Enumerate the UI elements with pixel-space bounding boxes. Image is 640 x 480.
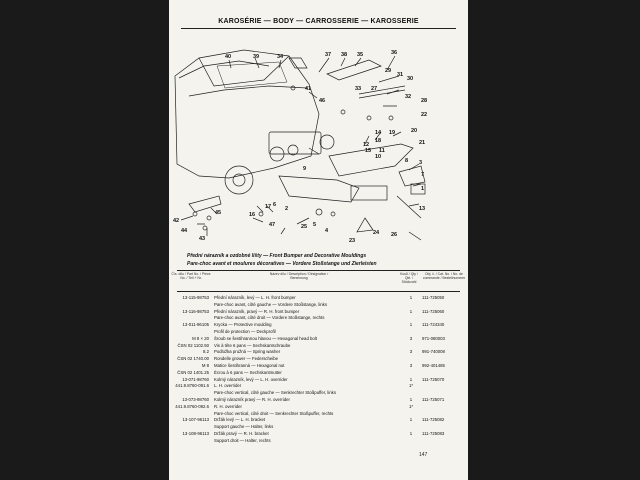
- quantity-cell: 3: [409, 335, 413, 341]
- callout-label: 23: [349, 238, 356, 244]
- callout-label: 35: [357, 52, 364, 58]
- part-number-cell: 13-115-98753: [182, 295, 209, 300]
- callout-label: 10: [375, 154, 382, 160]
- part-number-cell: M 8: [201, 363, 209, 368]
- catalogue-number-cell: 111-724340: [422, 322, 445, 328]
- table-row: [169, 390, 468, 396]
- callout-label: 14: [375, 130, 382, 136]
- callout-label: 26: [391, 232, 398, 238]
- callout-label: 11: [379, 148, 385, 154]
- column-header-qty: Kusů / Qty / Qté. / Stückzahl: [400, 272, 418, 284]
- table-row: [169, 343, 468, 349]
- catalogue-number-cell: 111-725060: [422, 308, 445, 314]
- callout-label: 28: [421, 98, 428, 104]
- description-cell: Šroub se šestihrannou hlavou — Hexagonal head bolt: [214, 335, 317, 341]
- description-cell: Pare-choc avant, côté droit — Vordere Stoßstange, rechts: [214, 315, 325, 321]
- quantity-cell: 1: [409, 376, 413, 382]
- column-header-description: Název dílu / Description / Désignation / Benennung: [269, 272, 329, 280]
- description-cell: Krycka — Protective moulding: [214, 322, 272, 328]
- callout-label: 27: [371, 86, 378, 92]
- column-header-part-no: Čís. dílu / Part No. / Pièce No. / Teil + Nr.: [171, 272, 211, 280]
- page-header: KAROSÉRIE — BODY — CARROSSERIE — KAROSSERIE: [218, 18, 419, 25]
- callout-label: 43: [199, 236, 206, 242]
- table-row: [169, 336, 468, 342]
- part-number-cell: 13-071-98760: [182, 376, 209, 382]
- callout-label: 31: [397, 72, 404, 78]
- table-row: [169, 424, 468, 430]
- description-cell: R. H. overrider: [214, 403, 242, 409]
- callout-label: 37: [325, 52, 332, 58]
- description-cell: Rondelle grower — Federscheibe: [214, 356, 279, 362]
- caption-rule: [177, 270, 460, 271]
- table-row: [169, 295, 468, 301]
- header-rule: [181, 28, 456, 29]
- description-cell: Kolmý nárazník, levý — L. H. overrider: [214, 376, 288, 382]
- part-number-cell: 441.9.8760-091.6: [175, 383, 209, 389]
- callout-label: 46: [319, 98, 326, 104]
- description-cell: Podložka pružná — Spring washer: [214, 349, 281, 355]
- part-number-cell: ČSN 02 1401.25: [177, 369, 209, 375]
- table-row: [169, 397, 468, 403]
- callout-label: 44: [181, 228, 188, 234]
- description-cell: Pare-choc avant, côté gauche — Vordere Stoßstange, links: [214, 301, 327, 307]
- callout-label: 45: [215, 210, 222, 216]
- callout-label: 16: [249, 212, 256, 218]
- callout-label: 18: [375, 138, 382, 144]
- table-row: [169, 404, 468, 410]
- callout-label: 2: [285, 206, 289, 212]
- callout-label: 1: [421, 186, 425, 192]
- description-cell: Matice šestihranná — Hexagonal nut: [214, 363, 285, 368]
- callout-label: 33: [355, 86, 362, 92]
- callout-label: 47: [269, 222, 276, 228]
- callout-label: 8: [405, 158, 409, 164]
- callout-label: 29: [385, 68, 392, 74]
- callout-label: 30: [407, 76, 414, 82]
- callout-label: 12: [363, 142, 370, 148]
- table-row: [169, 322, 468, 328]
- quantity-cell: 3: [409, 349, 413, 355]
- quantity-cell: 3: [409, 363, 413, 368]
- callout-label: 32: [405, 94, 412, 100]
- part-number-cell: 8.2: [203, 349, 209, 355]
- description-cell: Écrou à 6 pans — Sechskantmutter: [214, 369, 282, 375]
- part-number-cell: ČSN 02 1740.00: [177, 356, 209, 362]
- callout-label: 15: [365, 148, 372, 154]
- description-cell: Kolmý nárazník pravý — R. H. overrider: [214, 397, 290, 402]
- table-row: [169, 309, 468, 315]
- table-row: [169, 349, 468, 355]
- callout-label: 3: [419, 160, 423, 166]
- callout-label: 21: [419, 140, 426, 146]
- description-cell: Přední nárazník, pravý — R. H. front bumper: [214, 308, 300, 314]
- description-cell: Support gauche — Halter, links: [214, 424, 274, 430]
- description-cell: Vis à tête 6 pans — Sechskantschraube: [214, 342, 291, 348]
- figure-caption-line2: Pare-choc avant et moulures décoratives — Vordere Stoßstange und Zierleisten: [187, 261, 377, 267]
- quantity-cell: 1: [409, 417, 413, 423]
- catalogue-number-cell: 992-401485: [422, 363, 445, 368]
- table-row: [169, 370, 468, 376]
- table-row: [169, 363, 468, 369]
- description-cell: Profil de protection — Deckprofil: [214, 329, 276, 334]
- quantity-cell: 1: [409, 322, 413, 328]
- quantity-cell: 1*: [408, 403, 414, 409]
- table-row: [169, 377, 468, 383]
- table-row: [169, 302, 468, 308]
- part-number-cell: 441.9.8760-092.6: [175, 403, 209, 409]
- part-number-cell: 13-107-96113: [182, 417, 209, 423]
- figure-caption-line1: Přední nárazník a ozdobné lišty — Front Bumper and Decorative Mouldings: [187, 253, 367, 259]
- catalogue-number-cell: 111-725083: [422, 431, 445, 436]
- table-row: [169, 438, 468, 444]
- description-cell: Přední nárazník, levý — L. H. front bumper: [214, 295, 296, 300]
- catalogue-number-cell: 111-725050: [422, 295, 445, 300]
- callout-label: 13: [419, 206, 426, 212]
- part-number-cell: 13-108-96113: [182, 431, 209, 436]
- catalogue-number-cell: 111-725071: [422, 397, 445, 402]
- column-header-catalogue: Obj. č. / Cat. No. / No. de commande / Bestellnummer: [422, 272, 466, 280]
- callout-label: 17: [265, 204, 272, 210]
- description-cell: Držák pravý — R. H. bracket: [214, 431, 269, 436]
- quantity-cell: 1: [409, 431, 413, 436]
- callout-label: 19: [389, 130, 396, 136]
- table-row: [169, 417, 468, 423]
- quantity-cell: 1: [409, 308, 413, 314]
- catalogue-number-cell: 991-740008: [422, 349, 445, 355]
- table-row: [169, 329, 468, 335]
- callout-label: 4: [325, 228, 329, 234]
- part-number-cell: 13-116-98753: [182, 308, 209, 314]
- part-number-cell: M 8 × 20: [192, 335, 209, 341]
- description-cell: L. H. overrider: [214, 383, 242, 389]
- catalogue-page: [169, 0, 468, 480]
- part-number-cell: ČSN 02 1102.50: [177, 342, 209, 348]
- quantity-cell: 1: [409, 295, 413, 300]
- callout-label: 42: [173, 218, 180, 224]
- callout-label: 6: [273, 202, 277, 208]
- page-number: 147: [419, 452, 428, 458]
- callout-label: 24: [373, 230, 380, 236]
- catalogue-number-cell: 971-080003: [422, 335, 445, 341]
- description-cell: Pare-choc vertical, côté droit — Senkrechter Stoßpuffer, rechts: [214, 410, 334, 416]
- callout-label: 20: [411, 128, 418, 134]
- exploded-parts-diagram: [169, 36, 468, 248]
- callout-label: 34: [277, 54, 284, 60]
- catalogue-number-cell: 111-725082: [422, 417, 445, 423]
- catalogue-number-cell: 111-725070: [422, 376, 445, 382]
- part-number-cell: 13-073-98760: [182, 397, 209, 402]
- quantity-cell: 1*: [408, 383, 414, 389]
- callout-label: 41: [305, 86, 312, 92]
- callout-label: 22: [421, 112, 428, 118]
- callout-label: 40: [225, 54, 232, 60]
- callout-label: 38: [341, 52, 348, 58]
- quantity-cell: 1: [409, 397, 413, 402]
- table-row: [169, 431, 468, 437]
- callout-label: 25: [301, 224, 308, 230]
- part-number-cell: 13-011-96105: [182, 322, 209, 328]
- description-cell: Pare-choc vertical, côté gauche — Senkrechter Stoßpuffer, links: [214, 390, 336, 396]
- table-row: [169, 383, 468, 389]
- description-cell: Support droit — Halter, rechts: [214, 437, 271, 443]
- callout-label: 36: [391, 50, 398, 56]
- callout-label: 9: [303, 166, 307, 172]
- table-top-rule: [177, 291, 460, 292]
- table-row: [169, 411, 468, 417]
- callout-label: 39: [253, 54, 260, 60]
- description-cell: Držák levý — L. H. bracket: [214, 417, 266, 423]
- callout-label: 5: [313, 222, 317, 228]
- callout-label: 7: [421, 172, 425, 178]
- table-row: [169, 315, 468, 321]
- table-row: [169, 356, 468, 362]
